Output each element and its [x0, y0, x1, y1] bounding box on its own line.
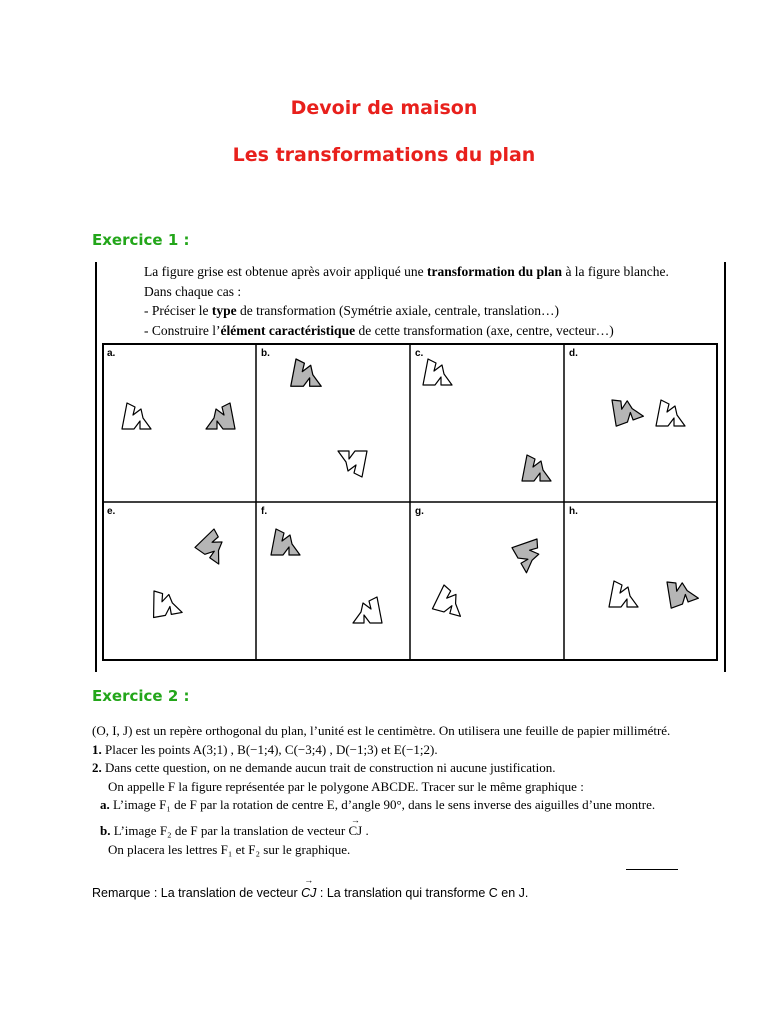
cell-label-b: b.: [261, 348, 270, 359]
cell-label-f: f.: [261, 506, 268, 517]
divider-line: [626, 869, 678, 870]
cell-label-h: h.: [569, 506, 578, 517]
ex2-question-2b: b. L’image F₂ de F par la translation de vecteur → CJ .: [92, 822, 670, 841]
cell-label-g: g.: [415, 506, 424, 517]
shape-g-white: [432, 584, 467, 617]
shape-g-grey: [512, 535, 549, 573]
cell-label-e: e.: [107, 506, 116, 517]
exercise2-text: [92, 722, 670, 859]
exercise2-heading: Exercice 2 :: [92, 687, 190, 705]
shape-e-white: [149, 587, 182, 618]
shape-h-grey: [662, 574, 698, 608]
shape-d-grey: [607, 392, 643, 426]
ex2-question-2-line-2: On appelle F la figure représentée par le polygone ABCDE. Tracer sur le même graphique :: [108, 778, 584, 794]
cell-label-c: c.: [415, 348, 424, 359]
vector-cj: → CJ: [348, 822, 362, 841]
ex2-question-2b-line-2: On placera les lettres F₁ et F₂ sur le graphique.: [108, 841, 351, 857]
instruction-line-1: La figure grise est obtenue après avoir appliqué une transformation du plan à la figure blanche.: [144, 264, 669, 279]
shape-c-grey: [522, 455, 551, 481]
ex2-line-1: (O, I, J) est un repère orthogonal du plan, l’unité est le centimètre. On utilisera une feuille de papier millimétré.: [92, 723, 671, 738]
shape-f-grey: [271, 529, 300, 555]
scan-border-right: [724, 262, 726, 672]
cell-label-a: a.: [107, 348, 116, 359]
ex2-question-2a: a. L’image F₁ de F par la rotation de centre E, d’angle 90°, dans le sens inverse des aiguilles d’une montre.: [100, 797, 656, 813]
vector-cj-remark: → CJ: [301, 886, 316, 900]
ex2-question-2: 2. Dans cette question, on ne demande aucun trait de construction ni aucune justification.: [92, 760, 556, 776]
shape-f-white: [353, 597, 382, 623]
transformation-figures-grid: [102, 343, 718, 661]
instruction-line-4: - Construire l’élément caractéristique de cette transformation (axe, centre, vecteur…): [144, 322, 614, 338]
page-title: Devoir de maison: [290, 97, 478, 119]
shape-a-grey: [206, 403, 235, 429]
shape-e-grey: [195, 526, 234, 564]
cell-label-d: d.: [569, 348, 578, 359]
ex2-question-1: 1. Placer les points A(3;1) , B(−1;4), C(−3;4) , D(−1;3) et E(−1;2).: [92, 741, 438, 757]
scan-border-left: [95, 262, 97, 672]
shape-b-white: [338, 451, 367, 477]
shape-d-white: [656, 400, 685, 426]
shape-b-grey: [291, 359, 321, 386]
page-subtitle: Les transformations du plan: [232, 144, 536, 166]
instruction-line-3: - Préciser le type de transformation (Symétrie axiale, centrale, translation…): [144, 303, 559, 318]
exercise1-instructions: [144, 262, 669, 340]
exercise1-heading: Exercice 1 :: [92, 231, 190, 249]
shape-a-white: [122, 403, 151, 429]
shape-h-white: [609, 581, 638, 607]
remark: Remarque : La translation de vecteur → CJ : La translation qui transforme C en J.: [92, 886, 528, 900]
shape-c-white: [423, 359, 452, 385]
instruction-line-2: Dans chaque cas :: [144, 283, 242, 299]
